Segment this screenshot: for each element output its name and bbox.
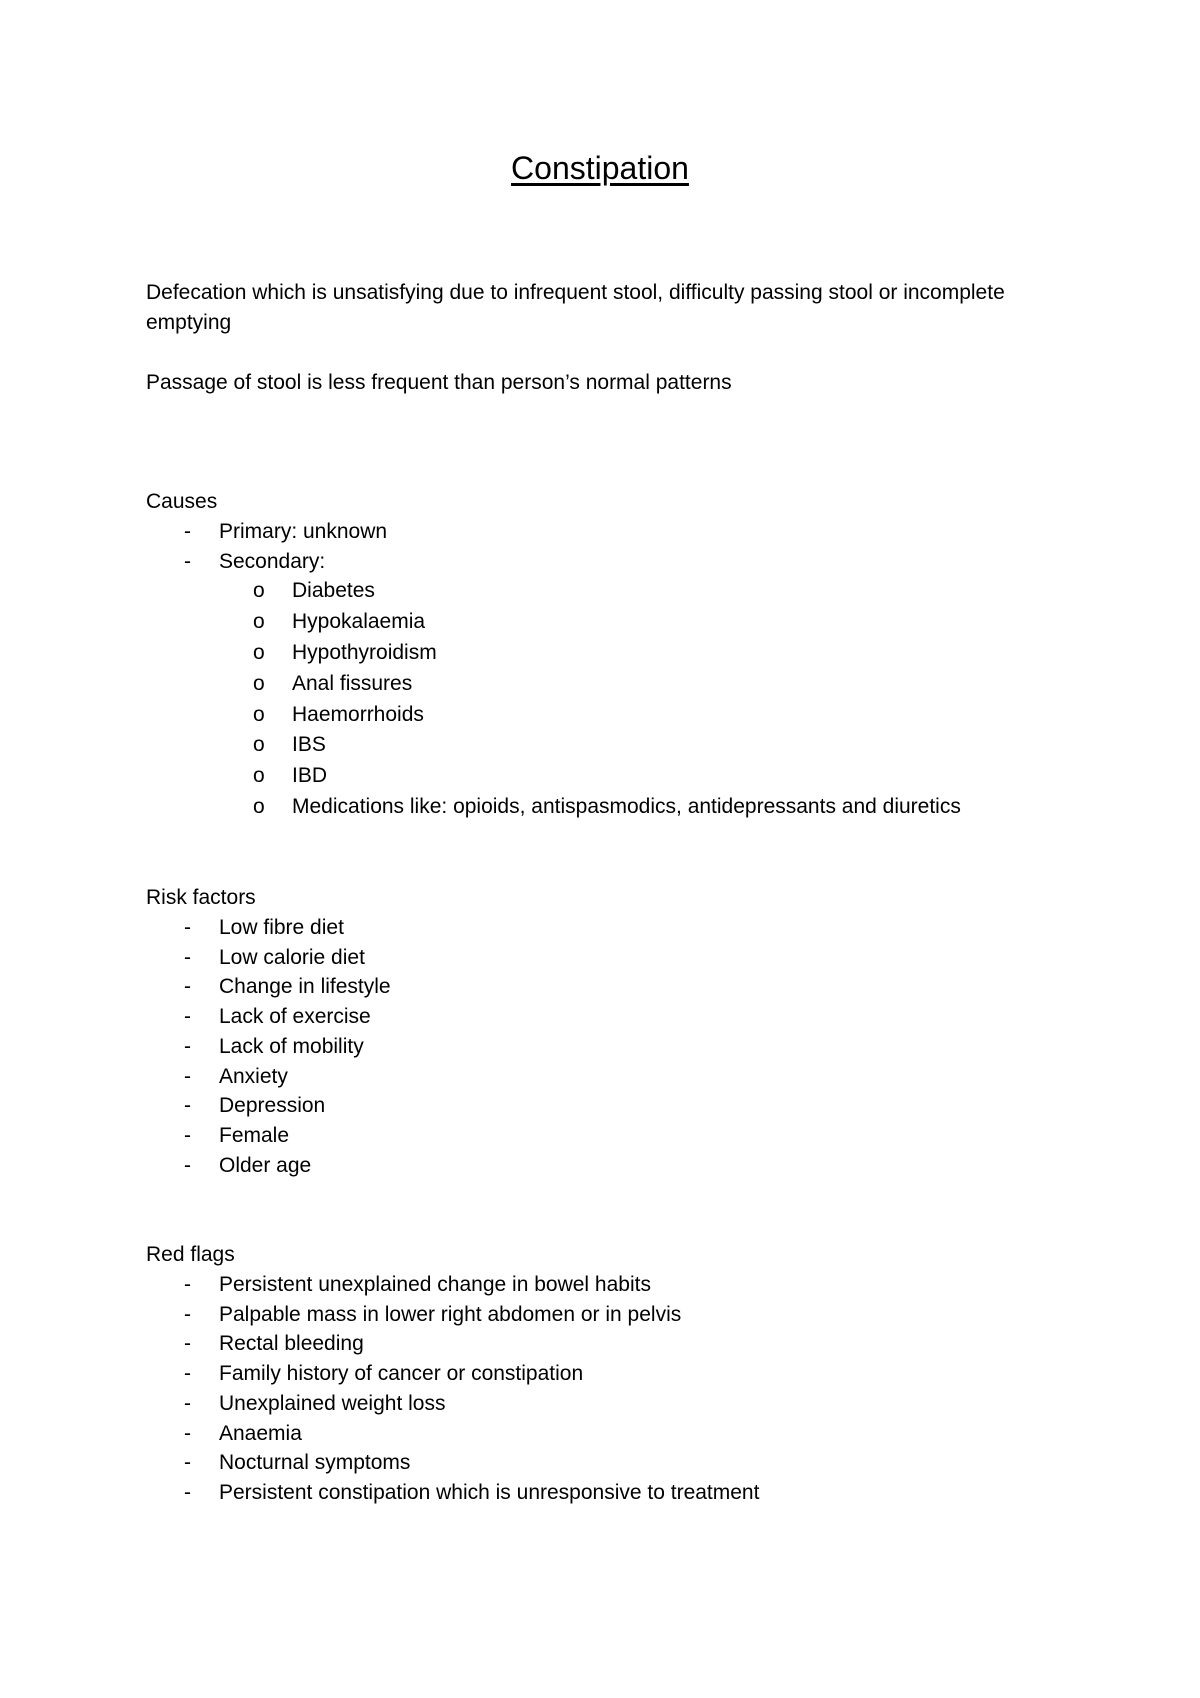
list-item	[146, 1270, 759, 1300]
list-item-text: IBS	[292, 733, 326, 757]
list-item-text: Palpable mass in lower right abdomen or in pelvis	[219, 1302, 682, 1326]
list-item-text: Anxiety	[219, 1064, 288, 1088]
definition-section	[146, 278, 1016, 338]
list-item-text: Haemorrhoids	[292, 702, 424, 726]
list-item	[146, 1359, 759, 1389]
list-item-text: Low calorie diet	[219, 945, 365, 969]
dash-bullet: -	[184, 1302, 191, 1326]
dash-bullet: -	[184, 1273, 191, 1296]
circle-bullet: o	[253, 733, 265, 757]
list-item	[219, 638, 961, 669]
list-item-text: Low fibre diet	[219, 916, 344, 939]
dash-bullet: -	[184, 520, 191, 543]
list-item-text: Depression	[219, 1094, 326, 1118]
list-item-text: Female	[219, 1123, 290, 1147]
list-item	[219, 700, 961, 731]
page-title: Constipation	[511, 150, 689, 186]
list-item	[146, 943, 391, 973]
circle-bullet: o	[253, 641, 265, 664]
red-flags-heading: Red flags	[146, 1243, 235, 1266]
dash-bullet: -	[184, 1332, 191, 1356]
list-item	[219, 792, 961, 823]
circle-bullet: o	[253, 671, 265, 695]
risk-factors-heading: Risk factors	[146, 886, 256, 909]
list-item	[146, 1478, 759, 1508]
dash-bullet: -	[184, 1005, 191, 1029]
red-flags-list	[146, 1270, 759, 1508]
list-item-text: Hypokalaemia	[292, 610, 426, 634]
list-item-text: Change in lifestyle	[219, 975, 391, 999]
list-item	[146, 1419, 759, 1449]
list-item-text: Family history of cancer or constipation	[219, 1362, 584, 1386]
secondary-causes-list	[219, 576, 961, 822]
list-item-text: Lack of exercise	[219, 1005, 371, 1029]
list-item-text: Rectal bleeding	[219, 1332, 364, 1356]
list-item	[146, 547, 961, 823]
list-item	[146, 1300, 759, 1330]
list-item-text: Unexplained weight loss	[219, 1391, 446, 1415]
list-item-text: Secondary:	[219, 549, 326, 573]
list-item	[219, 761, 961, 792]
circle-bullet: o	[253, 702, 265, 726]
dash-bullet: -	[184, 916, 191, 939]
list-item	[219, 576, 961, 607]
list-item	[146, 1062, 391, 1092]
risk-factors-section	[146, 883, 391, 1180]
dash-bullet: -	[184, 1153, 191, 1177]
list-item	[219, 730, 961, 761]
list-item	[219, 669, 961, 700]
list-item-text: Nocturnal symptoms	[219, 1451, 411, 1475]
circle-bullet: o	[253, 579, 265, 603]
list-item	[146, 913, 391, 943]
dash-bullet: -	[184, 1391, 191, 1415]
causes-section	[146, 487, 961, 823]
dash-bullet: -	[184, 549, 191, 573]
list-item	[146, 1032, 391, 1062]
list-item-text: IBD	[292, 764, 328, 788]
list-item	[146, 972, 391, 1002]
list-item-text: Primary: unknown	[219, 520, 388, 543]
dash-bullet: -	[184, 1421, 191, 1445]
definition-paragraph-1: Defecation which is unsatisfying due to infrequent stool, difficulty passing stool or incomplete emptying	[146, 281, 1005, 334]
list-item-text: Older age	[219, 1153, 312, 1177]
causes-heading: Causes	[146, 490, 218, 513]
list-item-text: Medications like: opioids, antispasmodics, antidepressants and diuretics	[292, 794, 961, 818]
list-item	[146, 1121, 391, 1151]
dash-bullet: -	[184, 1064, 191, 1088]
definition-paragraph-2: Passage of stool is less frequent than person’s normal patterns	[146, 371, 732, 394]
list-item	[146, 1389, 759, 1419]
list-item-text: Persistent constipation which is unresponsive to treatment	[219, 1480, 760, 1504]
circle-bullet: o	[253, 610, 265, 634]
dash-bullet: -	[184, 945, 191, 969]
list-item-text: Persistent unexplained change in bowel habits	[219, 1273, 651, 1296]
list-item-text: Anal fissures	[292, 671, 413, 695]
risk-factors-list	[146, 913, 391, 1180]
dash-bullet: -	[184, 1480, 191, 1504]
list-item	[146, 1091, 391, 1121]
circle-bullet: o	[253, 794, 265, 818]
circle-bullet: o	[253, 764, 265, 788]
definition-section-2	[146, 368, 1016, 398]
dash-bullet: -	[184, 975, 191, 999]
dash-bullet: -	[184, 1362, 191, 1386]
dash-bullet: -	[184, 1094, 191, 1118]
list-item	[146, 1151, 391, 1181]
dash-bullet: -	[184, 1034, 191, 1058]
list-item	[146, 1329, 759, 1359]
list-item	[146, 1448, 759, 1478]
dash-bullet: -	[184, 1123, 191, 1147]
list-item	[146, 1002, 391, 1032]
dash-bullet: -	[184, 1451, 191, 1475]
red-flags-section	[146, 1240, 759, 1508]
list-item	[219, 607, 961, 638]
list-item-text: Hypothyroidism	[292, 641, 437, 664]
list-item-text: Anaemia	[219, 1421, 302, 1445]
list-item	[146, 517, 961, 547]
causes-list	[146, 517, 961, 823]
list-item-text: Diabetes	[292, 579, 375, 603]
list-item-text: Lack of mobility	[219, 1034, 364, 1058]
